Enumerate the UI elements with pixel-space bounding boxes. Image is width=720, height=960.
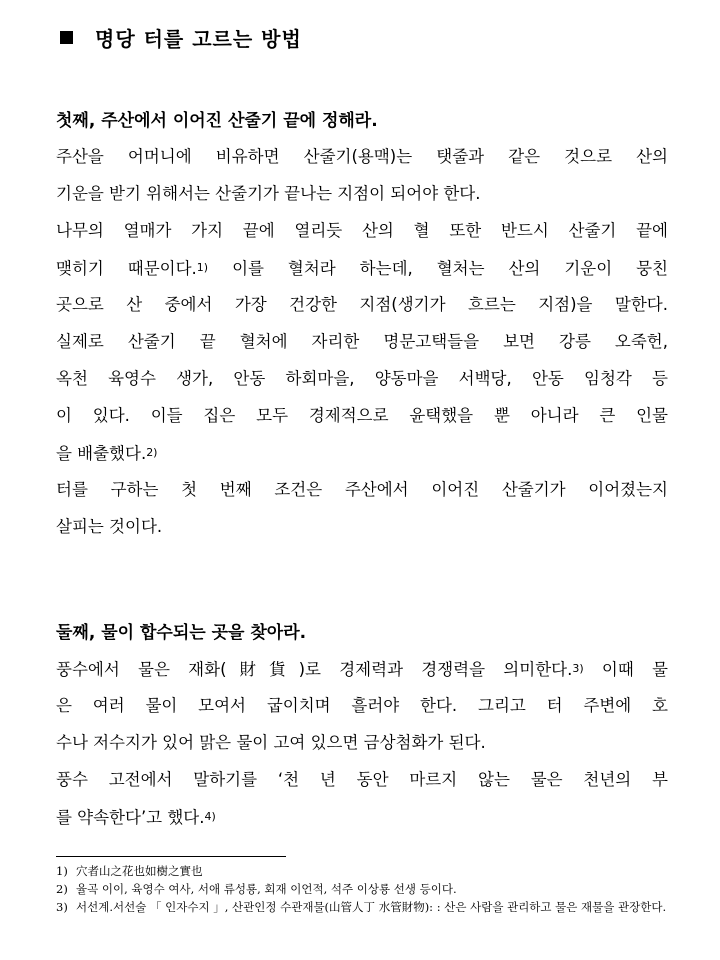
section-1: [56, 104, 668, 545]
paragraph-line: 이 있다. 이들 집은 모두 경제적으로 윤택했을 뿐 아니라 큰 인물: [56, 406, 668, 425]
footnote-ref-4[interactable]: 4): [204, 810, 216, 823]
footnote-text: 서선계.서선술 「 인자수지 」, 산관인정 수관재물(山管人丁 水管財物): : 산은 사람을 관리하고 물은 재물을 관장한다.: [76, 900, 667, 914]
footnote-item: [56, 898, 668, 916]
paragraph-text: 를 약속한다’고 했다.: [56, 808, 205, 827]
square-bullet-icon: [60, 31, 73, 44]
page-title: [60, 20, 302, 54]
paragraph-line: [56, 798, 668, 835]
paragraph-text: 을 배출했다.: [56, 444, 147, 463]
paragraph-line: 곳으로 산 중에서 가장 건강한 지점(생기가 흐르는 지점)을 말한다.: [56, 295, 668, 314]
page-title-text: 명당 터를 고르는 방법: [95, 26, 302, 51]
paragraph-line: 기운을 받기 위해서는 산줄기가 끝나는 지점이 되어야 한다.: [56, 184, 481, 203]
paragraph-line: [56, 249, 668, 286]
paragraph-line: 옥천 육영수 생가, 안동 하회마을, 양동마을 서백당, 안동 임청각 등: [56, 369, 668, 388]
paragraph-line: [56, 434, 668, 471]
footnote-number: 1): [56, 864, 68, 878]
paragraph-text: 이때 물: [601, 660, 668, 679]
paragraph-text: 풍수에서 물은 재화(財貨)로 경제력과 경쟁력을 의미한다.: [56, 660, 573, 679]
footnote-ref-2[interactable]: 2): [146, 446, 158, 459]
paragraph-line: 주산을 어머니에 비유하면 산줄기(용맥)는 탯줄과 같은 것으로 산의: [56, 147, 668, 166]
paragraph-line: [56, 650, 668, 687]
footnote-text: 穴者山之花也如樹之實也: [76, 864, 203, 878]
paragraph-line: 은 여러 물이 모여서 굽이치며 흘러야 한다. 그리고 터 주변에 호: [56, 696, 668, 715]
paragraph-line: 실제로 산줄기 끝 혈처에 자리한 명문고택들을 보면 강릉 오죽헌,: [56, 332, 668, 351]
footnote-ref-1[interactable]: 1): [196, 261, 209, 274]
paragraph-line: 살피는 것이다.: [56, 517, 163, 536]
section-2: [56, 616, 668, 835]
paragraph-line: 나무의 열매가 가지 끝에 열리듯 산의 혈 또한 반드시 산줄기 끝에: [56, 221, 668, 240]
footnote-ref-3[interactable]: 3): [572, 662, 584, 675]
paragraph-line: 터를 구하는 첫 번째 조건은 주산에서 이어진 산줄기가 이어졌는지: [56, 480, 668, 499]
footnote-number: 3): [56, 900, 68, 914]
paragraph-text: 이를 혈처라 하는데, 혈처는 산의 기운이 뭉친: [232, 259, 668, 278]
footnote-item: [56, 862, 668, 880]
footnote-text: 율곡 이이, 육영수 여사, 서애 류성룡, 회재 이언적, 석주 이상룡 선생 등이다.: [76, 882, 457, 896]
footnote-number: 2): [56, 882, 68, 896]
section-1-heading: 첫째, 주산에서 이어진 산줄기 끝에 정해라.: [56, 111, 378, 131]
paragraph-line: 수나 저수지가 있어 맑은 물이 고여 있으면 금상첨화가 된다.: [56, 733, 486, 752]
footnote-item: [56, 880, 668, 898]
paragraph-line: 풍수 고전에서 말하기를 ‘천 년 동안 마르지 않는 물은 천년의 부: [56, 770, 668, 789]
footnotes: [56, 862, 668, 916]
footnote-divider: [56, 856, 286, 857]
paragraph-text: 맺히기 때문이다.: [56, 259, 197, 278]
section-2-heading: 둘째, 물이 합수되는 곳을 찾아라.: [56, 623, 307, 643]
